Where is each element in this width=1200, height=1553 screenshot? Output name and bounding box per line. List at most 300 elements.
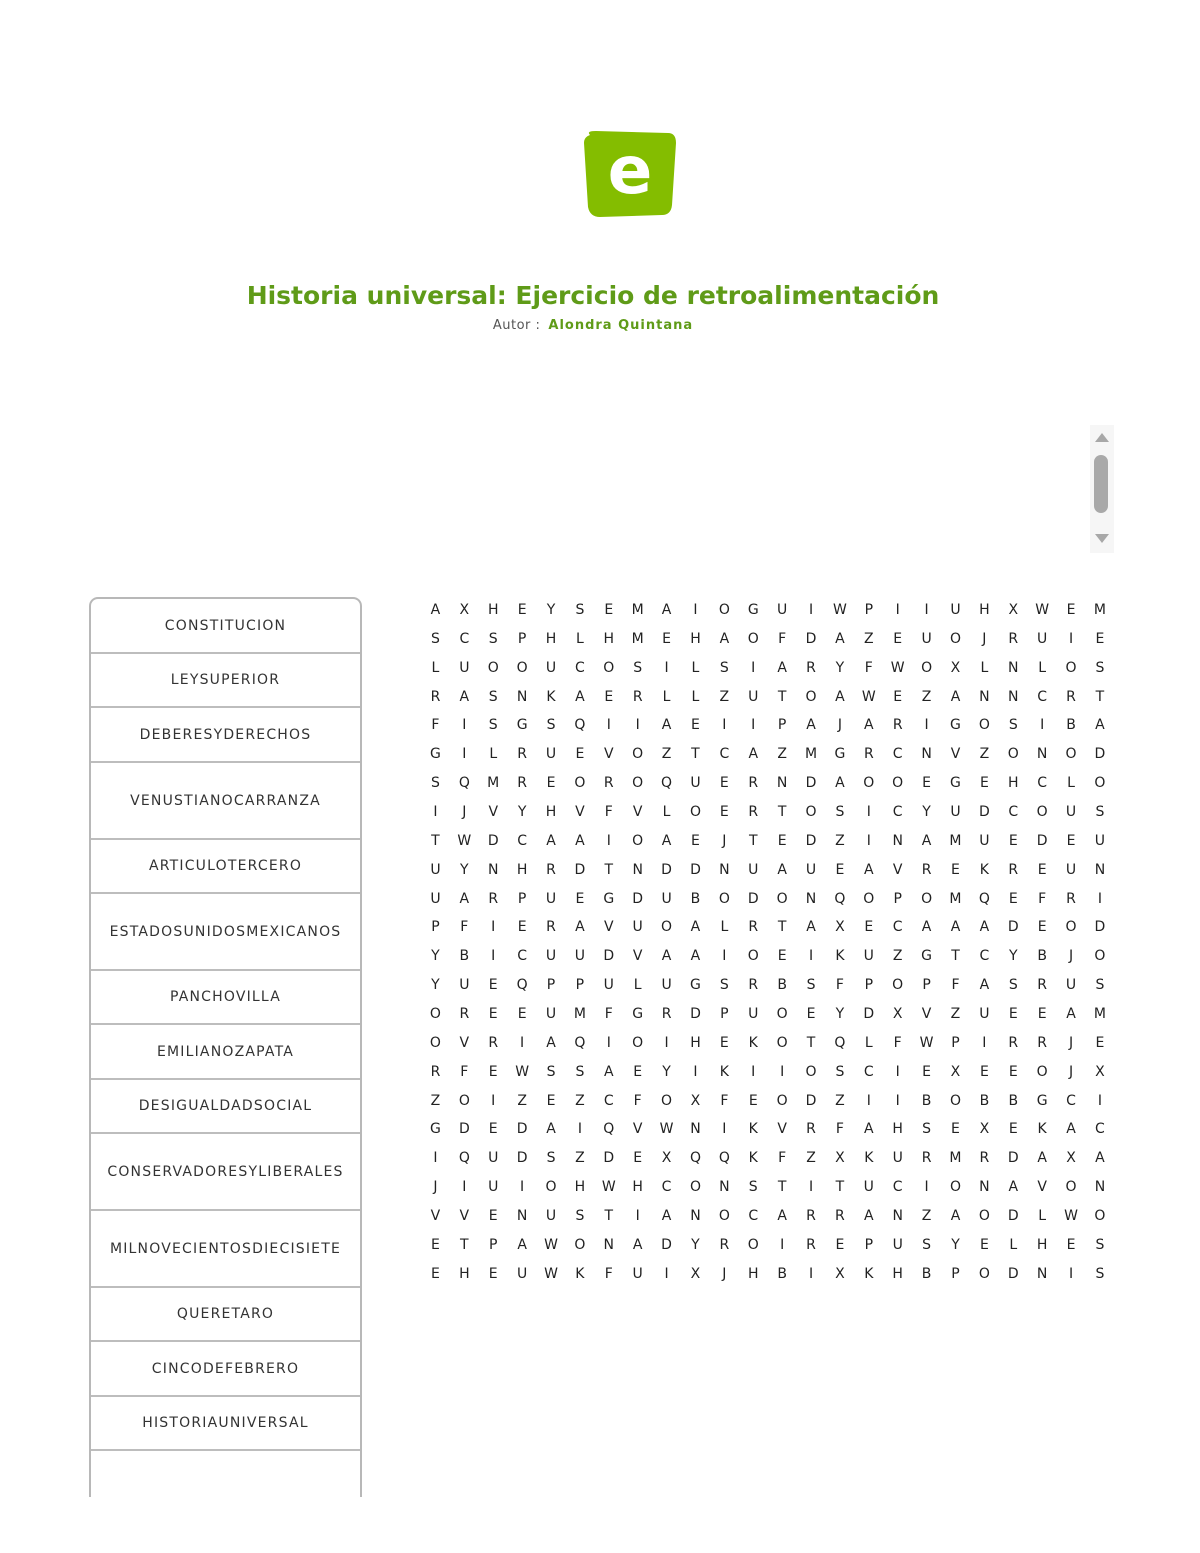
- grid-letter[interactable]: S: [488, 717, 498, 734]
- grid-letter[interactable]: U: [459, 659, 470, 676]
- grid-letter[interactable]: L: [1038, 1208, 1047, 1225]
- grid-letter[interactable]: S: [719, 977, 729, 994]
- grid-letter[interactable]: I: [808, 1265, 814, 1282]
- grid-letter[interactable]: A: [430, 602, 441, 618]
- grid-letter[interactable]: U: [1065, 804, 1077, 821]
- grid-letter[interactable]: A: [806, 919, 816, 936]
- grid-letter[interactable]: I: [722, 1121, 727, 1138]
- grid-letter[interactable]: W: [601, 1179, 616, 1196]
- grid-letter[interactable]: F: [604, 1006, 613, 1023]
- grid-letter[interactable]: R: [430, 688, 441, 705]
- grid-letter[interactable]: W: [832, 602, 847, 618]
- grid-letter[interactable]: I: [924, 1179, 929, 1196]
- grid-letter[interactable]: O: [747, 1236, 759, 1253]
- grid-letter[interactable]: U: [892, 1150, 903, 1167]
- grid-letter[interactable]: H: [545, 804, 557, 821]
- grid-letter[interactable]: H: [1036, 1236, 1048, 1253]
- grid-letter[interactable]: T: [691, 746, 700, 763]
- grid-letter[interactable]: C: [575, 659, 585, 676]
- grid-letter[interactable]: S: [431, 630, 440, 647]
- grid-letter[interactable]: J: [1068, 948, 1074, 965]
- grid-letter[interactable]: M: [573, 1006, 586, 1023]
- grid-letter[interactable]: Y: [546, 602, 556, 618]
- grid-letter[interactable]: L: [864, 1034, 873, 1051]
- grid-letter[interactable]: R: [979, 1150, 990, 1167]
- grid-letter[interactable]: U: [979, 1006, 990, 1023]
- grid-letter[interactable]: R: [1008, 861, 1019, 878]
- grid-letter[interactable]: O: [1065, 1179, 1077, 1196]
- grid-letter[interactable]: A: [979, 977, 990, 994]
- grid-letter[interactable]: A: [661, 717, 672, 734]
- grid-letter[interactable]: O: [632, 1034, 644, 1051]
- grid-letter[interactable]: U: [863, 1179, 874, 1196]
- grid-letter[interactable]: I: [808, 602, 814, 618]
- grid-letter[interactable]: I: [664, 1034, 669, 1051]
- grid-letter[interactable]: E: [922, 775, 932, 792]
- scroll-down-arrow-icon[interactable]: [1095, 534, 1109, 543]
- grid-letter[interactable]: I: [1097, 890, 1102, 907]
- grid-letter[interactable]: R: [892, 717, 903, 734]
- grid-letter[interactable]: N: [892, 1208, 903, 1225]
- grid-letter[interactable]: L: [662, 804, 671, 821]
- grid-letter[interactable]: V: [604, 746, 614, 763]
- grid-letter[interactable]: V: [632, 1121, 643, 1138]
- grid-letter[interactable]: N: [603, 1236, 615, 1253]
- grid-letter[interactable]: E: [575, 746, 585, 763]
- grid-letter[interactable]: E: [604, 688, 614, 705]
- grid-letter[interactable]: X: [690, 1092, 701, 1109]
- grid-letter[interactable]: S: [1095, 1236, 1105, 1253]
- grid-letter[interactable]: U: [892, 1236, 903, 1253]
- grid-letter[interactable]: Z: [719, 688, 730, 705]
- grid-letter[interactable]: G: [430, 1121, 441, 1138]
- grid-letter[interactable]: R: [488, 1034, 499, 1051]
- grid-letter[interactable]: S: [575, 602, 585, 618]
- grid-letter[interactable]: O: [689, 804, 701, 821]
- grid-letter[interactable]: R: [1008, 630, 1019, 647]
- grid-letter[interactable]: K: [748, 1121, 758, 1138]
- grid-letter[interactable]: J: [462, 804, 467, 821]
- grid-letter[interactable]: A: [921, 832, 932, 849]
- grid-letter[interactable]: D: [1007, 1208, 1019, 1225]
- grid-letter[interactable]: R: [632, 688, 643, 705]
- grid-letter[interactable]: E: [662, 630, 671, 647]
- grid-letter[interactable]: X: [835, 1150, 845, 1167]
- grid-letter[interactable]: O: [978, 1265, 990, 1282]
- grid-letter[interactable]: E: [835, 861, 845, 878]
- grid-letter[interactable]: F: [633, 1092, 642, 1109]
- grid-letter[interactable]: N: [690, 1121, 701, 1138]
- grid-letter[interactable]: W: [544, 1265, 558, 1282]
- grid-letter[interactable]: T: [748, 832, 758, 849]
- grid-letter[interactable]: R: [806, 1208, 816, 1225]
- grid-letter[interactable]: S: [1008, 717, 1018, 734]
- grid-letter[interactable]: A: [950, 919, 961, 936]
- grid-letter[interactable]: V: [632, 948, 643, 965]
- grid-letter[interactable]: U: [459, 977, 470, 994]
- grid-letter[interactable]: O: [1007, 746, 1019, 763]
- grid-letter[interactable]: I: [751, 659, 756, 676]
- grid-letter[interactable]: O: [949, 630, 961, 647]
- grid-letter[interactable]: E: [1008, 832, 1018, 849]
- grid-letter[interactable]: A: [777, 659, 787, 676]
- grid-letter[interactable]: U: [748, 1006, 759, 1023]
- grid-letter[interactable]: L: [720, 919, 729, 936]
- grid-letter[interactable]: O: [661, 1092, 673, 1109]
- grid-letter[interactable]: U: [545, 890, 557, 907]
- grid-letter[interactable]: I: [433, 1150, 438, 1167]
- grid-letter[interactable]: E: [1066, 832, 1076, 849]
- grid-letter[interactable]: O: [1065, 659, 1077, 676]
- grid-letter[interactable]: E: [517, 602, 527, 618]
- grid-letter[interactable]: Z: [979, 746, 990, 763]
- scroll-thumb[interactable]: [1094, 455, 1108, 513]
- grid-letter[interactable]: E: [488, 1208, 498, 1225]
- grid-letter[interactable]: I: [866, 832, 871, 849]
- grid-letter[interactable]: M: [1093, 602, 1106, 618]
- grid-letter[interactable]: R: [921, 1150, 932, 1167]
- grid-letter[interactable]: D: [458, 1121, 470, 1138]
- grid-letter[interactable]: R: [603, 775, 614, 792]
- grid-letter[interactable]: D: [487, 832, 499, 849]
- grid-letter[interactable]: U: [661, 890, 672, 907]
- grid-letter[interactable]: X: [1008, 602, 1019, 618]
- grid-letter[interactable]: A: [864, 1208, 874, 1225]
- grid-letter[interactable]: D: [516, 1150, 528, 1167]
- grid-letter[interactable]: D: [516, 1121, 528, 1138]
- grid-letter[interactable]: U: [661, 977, 672, 994]
- grid-letter[interactable]: X: [950, 1063, 961, 1080]
- grid-letter[interactable]: R: [661, 1006, 672, 1023]
- grid-letter[interactable]: I: [895, 1063, 900, 1080]
- grid-letter[interactable]: Z: [864, 630, 874, 647]
- grid-letter[interactable]: E: [979, 1236, 989, 1253]
- grid-letter[interactable]: F: [720, 1092, 729, 1109]
- grid-letter[interactable]: A: [835, 688, 845, 705]
- grid-letter[interactable]: J: [433, 1179, 438, 1196]
- grid-letter[interactable]: I: [982, 1034, 987, 1051]
- grid-letter[interactable]: W: [515, 1063, 530, 1080]
- grid-letter[interactable]: E: [488, 1063, 498, 1080]
- grid-letter[interactable]: X: [892, 1006, 903, 1023]
- grid-letter[interactable]: J: [722, 832, 727, 849]
- grid-letter[interactable]: Y: [922, 804, 931, 821]
- grid-letter[interactable]: O: [863, 775, 875, 792]
- grid-letter[interactable]: O: [747, 630, 759, 647]
- grid-letter[interactable]: O: [921, 659, 933, 676]
- grid-letter[interactable]: R: [430, 1063, 441, 1080]
- grid-letter[interactable]: D: [690, 1006, 701, 1023]
- grid-letter[interactable]: Y: [431, 948, 440, 965]
- grid-letter[interactable]: Z: [835, 832, 845, 849]
- grid-letter[interactable]: E: [517, 1006, 527, 1023]
- grid-letter[interactable]: V: [892, 861, 903, 878]
- grid-letter[interactable]: Q: [834, 890, 846, 907]
- grid-letter[interactable]: C: [1008, 804, 1019, 821]
- grid-letter[interactable]: A: [864, 717, 874, 734]
- grid-letter[interactable]: O: [776, 890, 788, 907]
- grid-letter[interactable]: P: [720, 1006, 729, 1023]
- grid-letter[interactable]: Y: [951, 1236, 960, 1253]
- grid-letter[interactable]: I: [606, 1034, 611, 1051]
- grid-letter[interactable]: F: [460, 1063, 469, 1080]
- grid-letter[interactable]: S: [719, 659, 729, 676]
- grid-letter[interactable]: R: [719, 1236, 730, 1253]
- grid-letter[interactable]: R: [1066, 688, 1076, 705]
- grid-letter[interactable]: S: [546, 1063, 556, 1080]
- grid-letter[interactable]: M: [631, 630, 644, 647]
- grid-letter[interactable]: P: [922, 977, 931, 994]
- grid-letter[interactable]: R: [517, 775, 527, 792]
- grid-letter[interactable]: L: [662, 688, 671, 705]
- grid-letter[interactable]: H: [487, 602, 499, 618]
- grid-letter[interactable]: U: [545, 1208, 557, 1225]
- grid-letter[interactable]: Y: [691, 1236, 700, 1253]
- grid-letter[interactable]: O: [805, 1063, 817, 1080]
- grid-letter[interactable]: J: [1068, 1034, 1074, 1051]
- grid-letter[interactable]: U: [748, 861, 759, 878]
- grid-letter[interactable]: Z: [575, 1092, 585, 1109]
- grid-letter[interactable]: G: [516, 717, 528, 734]
- grid-letter[interactable]: C: [719, 746, 730, 763]
- grid-letter[interactable]: C: [863, 1063, 874, 1080]
- grid-letter[interactable]: C: [892, 919, 903, 936]
- grid-letter[interactable]: N: [979, 1179, 990, 1196]
- grid-letter[interactable]: E: [1008, 1121, 1018, 1138]
- grid-letter[interactable]: Q: [574, 717, 586, 734]
- grid-letter[interactable]: O: [718, 602, 730, 618]
- grid-letter[interactable]: C: [1066, 1092, 1076, 1109]
- grid-letter[interactable]: P: [951, 1265, 960, 1282]
- grid-letter[interactable]: C: [979, 948, 990, 965]
- grid-letter[interactable]: A: [777, 1208, 787, 1225]
- grid-letter[interactable]: O: [689, 1179, 701, 1196]
- grid-letter[interactable]: Z: [575, 1150, 585, 1167]
- grid-letter[interactable]: O: [516, 659, 528, 676]
- grid-letter[interactable]: F: [864, 659, 873, 676]
- grid-letter[interactable]: I: [780, 1236, 785, 1253]
- grid-letter[interactable]: B: [459, 948, 470, 965]
- grid-letter[interactable]: C: [1037, 688, 1048, 705]
- grid-letter[interactable]: A: [546, 1034, 556, 1051]
- grid-letter[interactable]: B: [1037, 948, 1047, 965]
- grid-letter[interactable]: S: [488, 688, 498, 705]
- grid-letter[interactable]: M: [804, 746, 818, 763]
- grid-letter[interactable]: P: [864, 977, 874, 994]
- grid-letter[interactable]: Q: [718, 1150, 730, 1167]
- grid-letter[interactable]: K: [1037, 1121, 1047, 1138]
- grid-letter[interactable]: G: [632, 1006, 644, 1023]
- grid-letter[interactable]: K: [719, 1063, 729, 1080]
- grid-letter[interactable]: E: [517, 919, 527, 936]
- grid-letter[interactable]: P: [864, 1236, 874, 1253]
- grid-letter[interactable]: A: [950, 1208, 961, 1225]
- grid-letter[interactable]: D: [805, 832, 817, 849]
- grid-letter[interactable]: M: [1093, 1006, 1106, 1023]
- grid-letter[interactable]: Y: [517, 804, 527, 821]
- grid-letter[interactable]: V: [575, 804, 585, 821]
- grid-letter[interactable]: D: [603, 948, 615, 965]
- grid-letter[interactable]: O: [776, 1092, 788, 1109]
- grid-letter[interactable]: E: [1008, 1006, 1018, 1023]
- grid-letter[interactable]: V: [632, 804, 643, 821]
- grid-letter[interactable]: J: [837, 717, 842, 734]
- grid-letter[interactable]: C: [1037, 775, 1048, 792]
- grid-letter[interactable]: D: [805, 630, 817, 647]
- grid-letter[interactable]: S: [546, 717, 556, 734]
- grid-letter[interactable]: Q: [574, 1034, 586, 1051]
- grid-letter[interactable]: E: [951, 861, 960, 878]
- grid-letter[interactable]: O: [921, 890, 933, 907]
- grid-letter[interactable]: Q: [458, 1150, 470, 1167]
- grid-letter[interactable]: I: [866, 1092, 871, 1109]
- grid-letter[interactable]: O: [574, 775, 586, 792]
- grid-letter[interactable]: D: [1007, 919, 1019, 936]
- grid-letter[interactable]: X: [835, 1265, 845, 1282]
- grid-letter[interactable]: F: [835, 977, 844, 994]
- grid-letter[interactable]: I: [462, 717, 467, 734]
- grid-letter[interactable]: I: [1068, 1265, 1074, 1282]
- grid-letter[interactable]: X: [1095, 1063, 1105, 1080]
- grid-letter[interactable]: E: [979, 1063, 989, 1080]
- grid-letter[interactable]: D: [978, 804, 990, 821]
- grid-letter[interactable]: C: [748, 1208, 759, 1225]
- grid-letter[interactable]: S: [575, 1208, 585, 1225]
- grid-letter[interactable]: O: [805, 804, 817, 821]
- grid-letter[interactable]: T: [777, 688, 787, 705]
- grid-letter[interactable]: V: [604, 919, 614, 936]
- grid-letter[interactable]: H: [892, 1265, 903, 1282]
- grid-letter[interactable]: I: [780, 1063, 785, 1080]
- grid-letter[interactable]: U: [574, 948, 586, 965]
- grid-letter[interactable]: S: [1095, 1265, 1105, 1282]
- grid-letter[interactable]: I: [751, 717, 756, 734]
- grid-letter[interactable]: A: [604, 1063, 614, 1080]
- grid-letter[interactable]: D: [747, 890, 759, 907]
- grid-letter[interactable]: G: [834, 746, 846, 763]
- grid-letter[interactable]: H: [690, 1034, 701, 1051]
- grid-letter[interactable]: E: [488, 1265, 498, 1282]
- grid-letter[interactable]: V: [459, 1208, 470, 1225]
- grid-letter[interactable]: F: [835, 1121, 844, 1138]
- grid-letter[interactable]: N: [516, 688, 528, 705]
- grid-letter[interactable]: H: [1007, 775, 1019, 792]
- grid-letter[interactable]: S: [922, 1236, 932, 1253]
- grid-letter[interactable]: L: [1067, 775, 1075, 792]
- grid-letter[interactable]: E: [488, 977, 498, 994]
- grid-letter[interactable]: Y: [835, 1006, 845, 1023]
- grid-letter[interactable]: Z: [806, 1150, 816, 1167]
- grid-letter[interactable]: R: [921, 861, 932, 878]
- grid-letter[interactable]: L: [691, 659, 700, 676]
- grid-letter[interactable]: K: [979, 861, 989, 878]
- grid-letter[interactable]: B: [1008, 1092, 1019, 1109]
- grid-letter[interactable]: X: [979, 1121, 990, 1138]
- grid-letter[interactable]: U: [690, 775, 701, 792]
- grid-letter[interactable]: U: [748, 688, 759, 705]
- grid-letter[interactable]: E: [719, 1034, 729, 1051]
- grid-letter[interactable]: S: [546, 1150, 556, 1167]
- grid-letter[interactable]: E: [719, 804, 729, 821]
- grid-letter[interactable]: S: [575, 1063, 585, 1080]
- grid-letter[interactable]: E: [431, 1265, 440, 1282]
- grid-letter[interactable]: G: [603, 890, 615, 907]
- grid-letter[interactable]: C: [661, 1179, 672, 1196]
- grid-letter[interactable]: N: [1094, 861, 1106, 878]
- grid-letter[interactable]: S: [633, 659, 643, 676]
- grid-letter[interactable]: W: [659, 1121, 674, 1138]
- scrollbar[interactable]: [1090, 425, 1114, 553]
- grid-letter[interactable]: A: [921, 919, 932, 936]
- grid-letter[interactable]: I: [924, 602, 929, 618]
- grid-letter[interactable]: O: [718, 890, 730, 907]
- grid-letter[interactable]: I: [1097, 1092, 1102, 1109]
- grid-letter[interactable]: E: [777, 832, 787, 849]
- grid-letter[interactable]: Q: [516, 977, 528, 994]
- grid-letter[interactable]: D: [1094, 746, 1106, 763]
- grid-letter[interactable]: U: [632, 919, 643, 936]
- grid-letter[interactable]: G: [430, 746, 441, 763]
- grid-letter[interactable]: Q: [458, 775, 470, 792]
- grid-letter[interactable]: A: [1095, 1150, 1105, 1167]
- grid-letter[interactable]: F: [893, 1034, 902, 1051]
- grid-letter[interactable]: A: [517, 1236, 527, 1253]
- grid-letter[interactable]: U: [1037, 630, 1048, 647]
- grid-letter[interactable]: D: [805, 775, 817, 792]
- grid-letter[interactable]: A: [661, 1208, 672, 1225]
- grid-letter[interactable]: O: [747, 948, 759, 965]
- grid-letter[interactable]: R: [748, 977, 759, 994]
- grid-letter[interactable]: A: [806, 717, 816, 734]
- grid-letter[interactable]: B: [1066, 717, 1076, 734]
- grid-letter[interactable]: P: [546, 977, 556, 994]
- grid-letter[interactable]: A: [835, 630, 845, 647]
- grid-letter[interactable]: R: [546, 861, 556, 878]
- grid-letter[interactable]: Y: [835, 659, 845, 676]
- grid-letter[interactable]: S: [835, 804, 845, 821]
- grid-letter[interactable]: E: [719, 775, 729, 792]
- grid-letter[interactable]: N: [892, 832, 903, 849]
- grid-letter[interactable]: S: [1095, 977, 1105, 994]
- grid-letter[interactable]: F: [460, 919, 469, 936]
- grid-letter[interactable]: O: [632, 775, 644, 792]
- grid-letter[interactable]: W: [919, 1034, 934, 1051]
- grid-letter[interactable]: T: [460, 1236, 469, 1253]
- grid-letter[interactable]: O: [949, 1179, 961, 1196]
- grid-letter[interactable]: S: [1095, 804, 1105, 821]
- grid-letter[interactable]: L: [1038, 659, 1047, 676]
- grid-letter[interactable]: R: [1008, 1034, 1019, 1051]
- grid-letter[interactable]: O: [429, 1034, 441, 1051]
- grid-letter[interactable]: D: [1036, 832, 1048, 849]
- grid-letter[interactable]: L: [980, 659, 989, 676]
- grid-letter[interactable]: Z: [430, 1092, 441, 1109]
- grid-letter[interactable]: T: [777, 1179, 787, 1196]
- grid-letter[interactable]: G: [747, 602, 759, 618]
- grid-letter[interactable]: K: [748, 1150, 758, 1167]
- grid-letter[interactable]: I: [693, 1063, 698, 1080]
- grid-letter[interactable]: M: [949, 890, 962, 907]
- grid-letter[interactable]: E: [777, 948, 787, 965]
- grid-letter[interactable]: U: [516, 1265, 528, 1282]
- grid-letter[interactable]: K: [575, 1265, 585, 1282]
- grid-letter[interactable]: E: [1037, 1006, 1047, 1023]
- grid-letter[interactable]: I: [895, 1092, 900, 1109]
- grid-letter[interactable]: E: [1066, 602, 1076, 618]
- grid-letter[interactable]: I: [664, 1265, 669, 1282]
- grid-letter[interactable]: U: [805, 861, 817, 878]
- grid-letter[interactable]: D: [863, 1006, 875, 1023]
